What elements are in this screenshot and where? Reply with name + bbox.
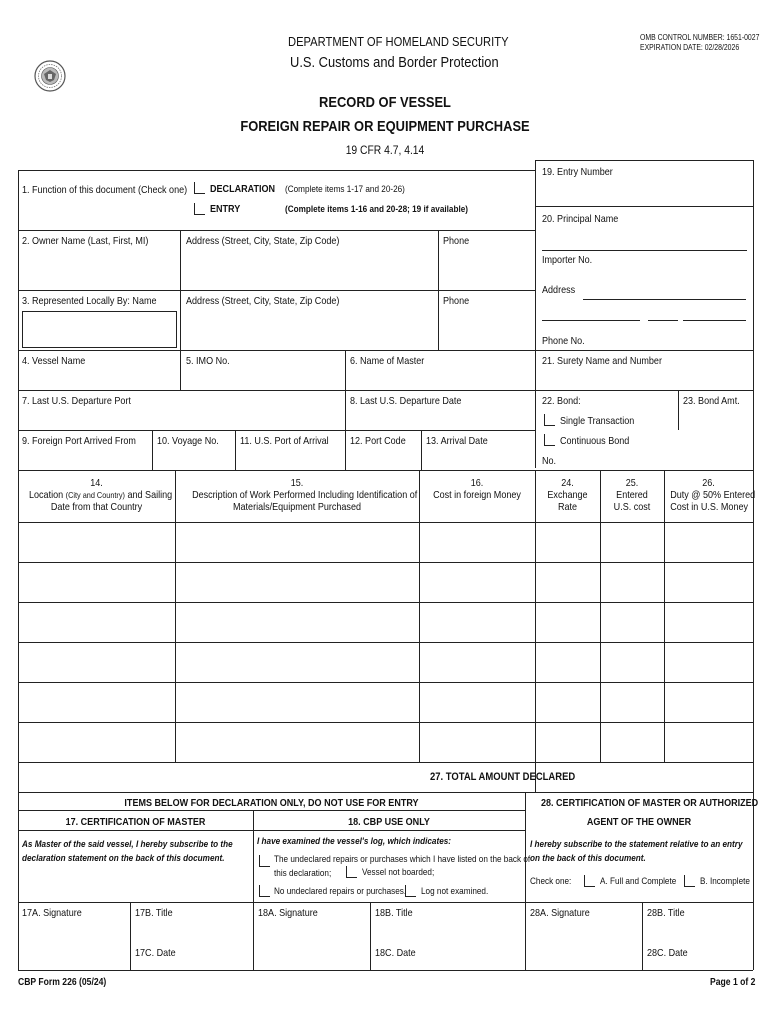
cbp-date-label: 18C. Date xyxy=(375,947,416,959)
principal-name-label: 20. Principal Name xyxy=(542,213,619,225)
owner-address-label: Address (Street, City, State, Zip Code) xyxy=(186,235,340,247)
log-not-examined-checkbox[interactable] xyxy=(405,885,416,897)
vessel-not-boarded-checkbox[interactable] xyxy=(346,866,357,878)
col26-line2: Cost in U.S. Money xyxy=(670,501,749,513)
bond-label: 22. Bond: xyxy=(542,395,581,407)
cert-master-title: 17. CERTIFICATION OF MASTER xyxy=(65,816,206,828)
col24-line2: Rate xyxy=(557,501,578,513)
col25-number: 25. xyxy=(625,477,639,489)
incomplete-checkbox[interactable] xyxy=(684,875,695,887)
total-amount-label: 27. TOTAL AMOUNT DECLARED xyxy=(430,771,576,783)
cbp-signature-label: 18A. Signature xyxy=(258,907,318,919)
department-text: DEPARTMENT OF HOMELAND SECURITY xyxy=(288,34,509,49)
col25-line1: Entered xyxy=(616,489,648,501)
master-name-label: 6. Name of Master xyxy=(350,355,425,367)
col15-line2: Materials/Equipment Purchased xyxy=(232,501,361,513)
entry-checkbox[interactable] xyxy=(194,203,205,215)
declaration-only-notice: ITEMS BELOW FOR DECLARATION ONLY, DO NOT USE FOR ENTRY xyxy=(124,797,419,809)
entry-number-label: 19. Entry Number xyxy=(542,166,613,178)
cbp-title-label: 18B. Title xyxy=(375,907,413,919)
table-row[interactable] xyxy=(19,643,752,681)
agency-text: U.S. Customs and Border Protection xyxy=(290,54,499,71)
represented-by-label: 3. Represented Locally By: Name xyxy=(22,295,157,307)
master-statement-line1: As Master of the said vessel, I hereby subscribe to the xyxy=(22,839,233,850)
agent-statement-line1: I hereby subscribe to the statement relative to an entry xyxy=(530,839,743,850)
col14-number: 14. xyxy=(90,477,103,489)
dhs-seal-icon xyxy=(34,60,66,92)
col14-sailing: and Sailing xyxy=(127,489,173,501)
agent-statement-line2: on the back of this document. xyxy=(530,853,646,864)
vessel-not-boarded-label: Vessel not boarded; xyxy=(362,867,435,878)
master-date-label: 17C. Date xyxy=(135,947,176,959)
continuous-bond-checkbox[interactable] xyxy=(544,434,555,446)
col16-number: 16. xyxy=(470,477,484,489)
no-undeclared-checkbox[interactable] xyxy=(259,885,270,897)
col24-header xyxy=(535,477,600,513)
full-complete-checkbox[interactable] xyxy=(584,875,595,887)
expiration-date: EXPIRATION DATE: 02/28/2026 xyxy=(640,43,740,52)
departure-port-label: 7. Last U.S. Departure Port xyxy=(22,395,131,407)
declaration-label: DECLARATION xyxy=(210,183,276,195)
importer-number-label: Importer No. xyxy=(542,254,593,266)
incomplete-label: B. Incomplete xyxy=(700,876,750,887)
col25-line2: U.S. cost xyxy=(613,501,651,513)
single-transaction-label: Single Transaction xyxy=(560,415,635,427)
undeclared-repairs-line1: The undeclared repairs or purchases which I have listed on the back of xyxy=(274,854,531,865)
col14-header xyxy=(18,477,175,513)
col26-header xyxy=(664,477,756,513)
table-row[interactable] xyxy=(19,603,752,641)
cfr-reference: 19 CFR 4.7, 4.14 xyxy=(345,143,425,157)
form-title-line2: FOREIGN REPAIR OR EQUIPMENT PURCHASE xyxy=(240,118,530,135)
departure-date-label: 8. Last U.S. Departure Date xyxy=(350,395,462,407)
no-undeclared-label: No undeclared repairs or purchases. xyxy=(274,886,407,897)
undeclared-repairs-line2: this declaration; xyxy=(274,868,332,879)
master-signature-label: 17A. Signature xyxy=(22,907,82,919)
col15-number: 15. xyxy=(290,477,304,489)
arrival-port-label: 11. U.S. Port of Arrival xyxy=(240,435,329,447)
agent-signature-label: 28A. Signature xyxy=(530,907,590,919)
principal-address-label: Address xyxy=(542,284,576,296)
cert-agent-title-line1: 28. CERTIFICATION OF MASTER OR AUTHORIZED xyxy=(540,797,759,809)
col16-line1: Cost in foreign Money xyxy=(433,489,521,501)
foreign-port-label: 9. Foreign Port Arrived From xyxy=(22,435,136,447)
cert-agent-title-line2: AGENT OF THE OWNER xyxy=(586,816,692,828)
col24-number: 24. xyxy=(561,477,574,489)
col24-line1: Exchange xyxy=(547,489,588,501)
port-code-label: 12. Port Code xyxy=(350,435,406,447)
cbp-use-only-title: 18. CBP USE ONLY xyxy=(348,816,430,828)
voyage-number-label: 10. Voyage No. xyxy=(157,435,219,447)
vessel-name-label: 4. Vessel Name xyxy=(22,355,86,367)
undeclared-repairs-checkbox[interactable] xyxy=(259,855,270,867)
continuous-bond-label: Continuous Bond xyxy=(560,435,630,447)
table-row[interactable] xyxy=(19,683,752,721)
col16-header xyxy=(419,477,535,501)
entry-label: ENTRY xyxy=(210,203,241,215)
function-label: 1. Function of this document (Check one) xyxy=(22,184,188,196)
table-row[interactable] xyxy=(19,563,752,601)
page-number: Page 1 of 2 xyxy=(710,977,756,988)
log-not-examined-label: Log not examined. xyxy=(421,886,489,897)
arrival-date-label: 13. Arrival Date xyxy=(426,435,488,447)
declaration-checkbox[interactable] xyxy=(194,182,205,194)
col14-date: Date from that Country xyxy=(50,501,143,513)
form-title-line1: RECORD OF VESSEL xyxy=(319,94,451,111)
agent-title-label: 28B. Title xyxy=(647,907,685,919)
master-statement-line2: declaration statement on the back of this document. xyxy=(22,853,225,864)
agent-date-label: 28C. Date xyxy=(647,947,688,959)
col26-number: 26. xyxy=(702,477,715,489)
surety-label: 21. Surety Name and Number xyxy=(542,355,662,367)
col15-header xyxy=(175,477,419,513)
table-row[interactable] xyxy=(19,523,752,561)
declaration-note: (Complete items 1-17 and 20-26) xyxy=(285,184,405,195)
table-row[interactable] xyxy=(19,723,752,761)
owner-name-label: 2. Owner Name (Last, First, MI) xyxy=(22,235,149,247)
col26-line1: Duty @ 50% Entered xyxy=(670,489,756,501)
entry-note: (Complete items 1-16 and 20-28; 19 if available) xyxy=(285,204,468,215)
imo-number-label: 5. IMO No. xyxy=(186,355,230,367)
check-one-label: Check one: xyxy=(530,876,572,887)
col14-location: Location xyxy=(28,489,64,501)
master-title-label: 17B. Title xyxy=(135,907,173,919)
bond-amount-label: 23. Bond Amt. xyxy=(683,395,740,407)
col25-header xyxy=(600,477,664,513)
principal-phone-label: Phone No. xyxy=(542,335,585,347)
represented-phone-label: Phone xyxy=(443,295,470,307)
col15-line1: Description of Work Performed Including Identification of xyxy=(192,489,418,501)
single-transaction-checkbox[interactable] xyxy=(544,414,555,426)
represented-address-label: Address (Street, City, State, Zip Code) xyxy=(186,295,340,307)
col14-city-country: (City and Country) xyxy=(65,490,125,500)
omb-number: OMB CONTROL NUMBER: 1651-0027 xyxy=(640,33,760,42)
cbp-statement: I have examined the vessel's log, which indicates: xyxy=(257,836,452,847)
owner-phone-label: Phone xyxy=(443,235,470,247)
full-complete-label: A. Full and Complete xyxy=(600,876,677,887)
represented-by-field[interactable] xyxy=(22,311,177,348)
form-number: CBP Form 226 (05/24) xyxy=(18,977,107,988)
bond-number-label: No. xyxy=(542,455,557,467)
